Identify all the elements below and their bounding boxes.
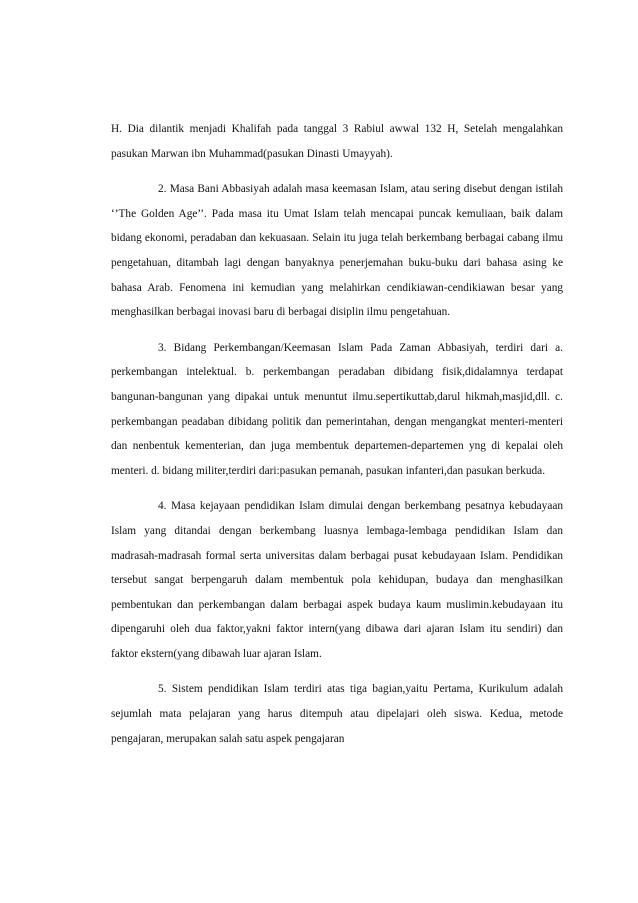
body-text bbox=[111, 117, 563, 762]
paragraph-point-4: 4. Masa kejayaan pendidikan Islam dimulai dengan berkembang pesatnya kebudayaan Islam yang ditandai dengan berkembang luasnya lembaga-lembaga pendidikan Islam dan madrasah-madrasah formal serta universitas dalam berbagai pusat kebudayaan Islam. Pendidikan tersebut sangat berpengaruh dalam membentuk pola kehidupan, budaya dan menghasilkan pembentukan dan perkembangan dalam berbagai aspek budaya kaum muslimin.kebudayaan itu dipengaruhi oleh dua faktor,yakni faktor intern(yang dibawa dari ajaran Islam itu sendiri) dan faktor ekstern(yang dibawah luar ajaran Islam. bbox=[111, 500, 563, 660]
paragraph-point-2: 2. Masa Bani Abbasiyah adalah masa keemasan Islam, atau sering disebut dengan istilah ‘’The Golden Age’’. Pada masa itu Umat Islam telah mencapai puncak kemuliaan, baik dalam bidang ekonomi, peradaban dan kekuasaan. Selain itu juga telah berkembang berbagai cabang ilmu pengetahuan, ditambah lagi dengan banyaknya penerjemahan buku-buku dari bahasa asing ke bahasa Arab. Fenomena ini kemudian yang melahirkan cendikiawan-cendikiawan besar yang menghasilkan berbagai inovasi baru di berbagai disiplin ilmu pengetahuan. bbox=[111, 183, 563, 319]
paragraph-point-5: 5. Sistem pendidikan Islam terdiri atas tiga bagian,yaitu Pertama, Kurikulum adalah sejumlah mata pelajaran yang harus ditempuh atau dipelajari oleh siswa. Kedua, metode pengajaran, merupakan salah satu aspek pengajaran bbox=[111, 683, 563, 745]
paragraph-continuation: H. Dia dilantik menjadi Khalifah pada tanggal 3 Rabiul awwal 132 H, Setelah mengalahkan pasukan Marwan ibn Muhammad(pasukan Dinasti Umayyah). bbox=[111, 123, 563, 160]
paragraph-point-3: 3. Bidang Perkembangan/Keemasan Islam Pada Zaman Abbasiyah, terdiri dari a. perkembangan intelektual. b. perkembangan peradaban dibidang fisik,didalamnya terdapat bangunan-bangunan yang dipakai untuk menuntut ilmu.sepertikuttab,darul hikmah,masjid,dll. c. perkembangan peadaban dibidang politik dan pemerintahan, dengan mengangkat menteri-menteri dan nenbentuk kementerian, dan juga membentuk departemen-departemen yng di kepalai oleh menteri. d. bidang militer,terdiri dari:pasukan pemanah, pasukan infanteri,dan pasukan berkuda. bbox=[111, 341, 563, 477]
